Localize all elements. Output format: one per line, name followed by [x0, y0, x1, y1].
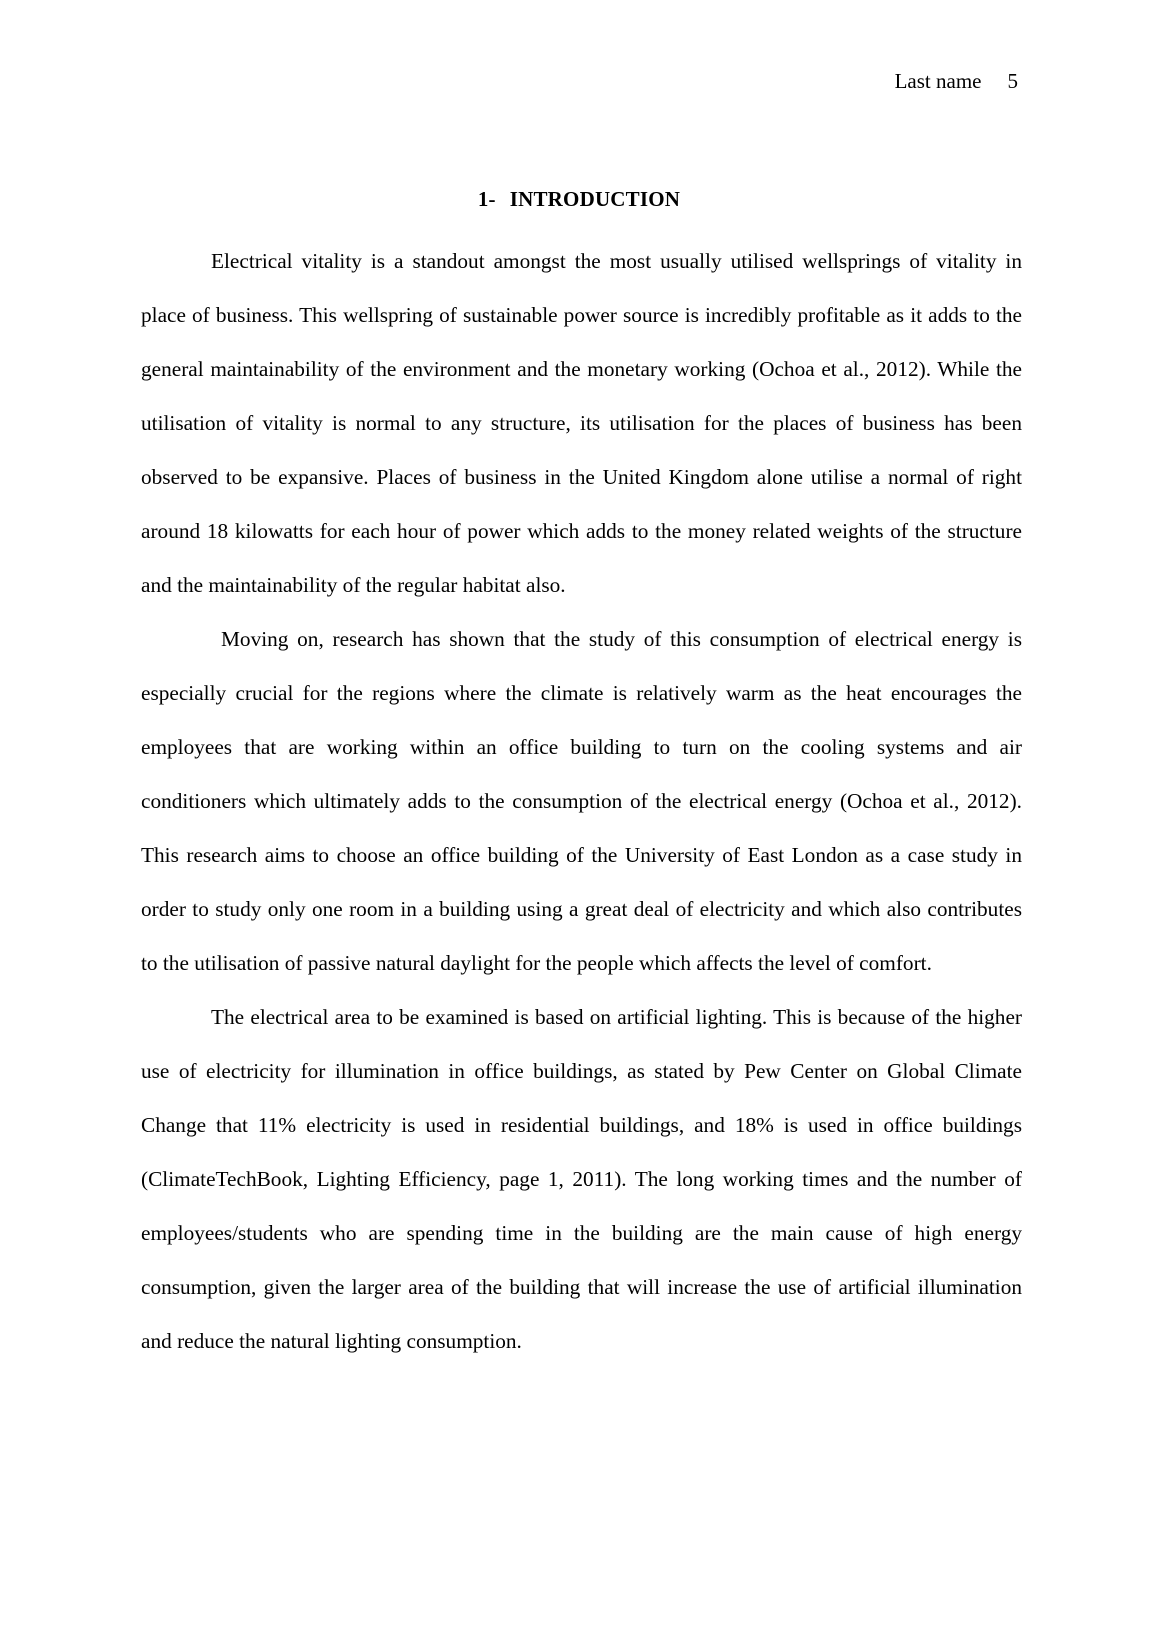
body-text — [141, 234, 1022, 1368]
running-header — [895, 68, 1018, 94]
paragraph: Electrical vitality is a standout amongst the most usually utilised wellsprings of vitality in place of business. This wellspring of sustainable power source is incredibly profitable as it adds to the general maintainability of the environment and the monetary working (Ochoa et al., 2012). While the utilisation of vitality is normal to any structure, its utilisation for the places of business has been observed to be expansive. Places of business in the United Kingdom alone utilise a normal of right around 18 kilowatts for each hour of power which adds to the money related weights of the structure and the maintainability of the regular habitat also. — [141, 249, 1022, 597]
page-number: 5 — [1007, 69, 1018, 93]
section-number: 1- — [477, 187, 496, 211]
paragraph: The electrical area to be examined is based on artificial lighting. This is because of the higher use of electricity for illumination in office buildings, as stated by Pew Center on Global Climate Change that 11% electricity is used in residential buildings, and 18% is used in office buildings (ClimateTechBook, Lighting Efficiency, page 1, 2011). The long working times and the number of employees/students who are spending time in the building are the main cause of high energy consumption, given the larger area of the building that will increase the use of artificial illumination and reduce the natural lighting consumption. — [141, 1005, 1022, 1353]
paragraph: Moving on, research has shown that the study of this consumption of electrical energy is especially crucial for the regions where the climate is relatively warm as the heat encourages the employees that are working within an office building to turn on the cooling systems and air conditioners which ultimately adds to the consumption of the electrical energy (Ochoa et al., 2012). This research aims to choose an office building of the University of East London as a case study in order to study only one room in a building using a great deal of electricity and which also contributes to the utilisation of passive natural daylight for the people which affects the level of comfort. — [141, 627, 1022, 975]
section-heading — [0, 186, 1158, 212]
header-last-name: Last name — [894, 69, 982, 93]
section-title: INTRODUCTION — [509, 187, 681, 211]
